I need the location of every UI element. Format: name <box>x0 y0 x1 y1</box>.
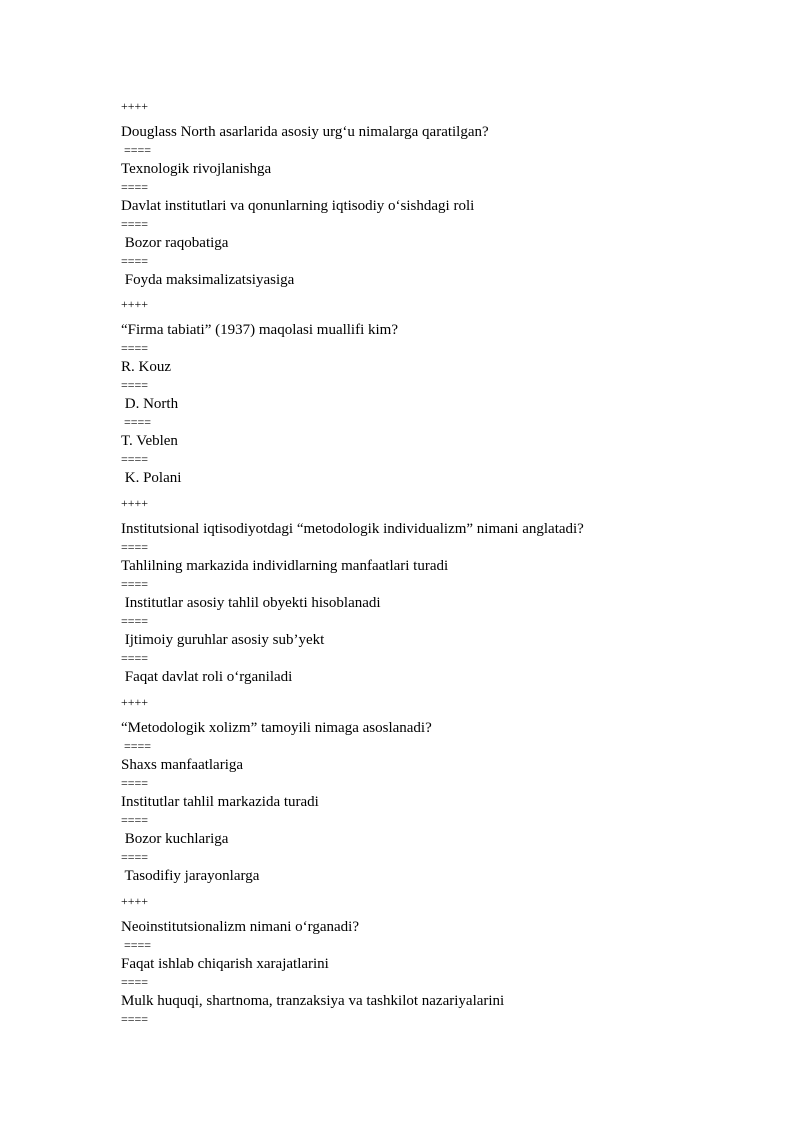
option-text: Foyda maksimalizatsiyasiga <box>121 272 295 288</box>
option-separator: ==== <box>121 739 152 753</box>
option-separator: ==== <box>121 577 149 591</box>
option-separator: ==== <box>121 614 149 628</box>
option-separator: ==== <box>121 452 149 466</box>
option-text: Institutlar tahlil markazida turadi <box>121 794 319 810</box>
question-text: “Metodologik xolizm” tamoyili nimaga asoslanadi? <box>121 720 432 736</box>
option-text: Tasodifiy jarayonlarga <box>121 868 260 884</box>
option-separator: ==== <box>121 651 149 665</box>
option-text: Mulk huquqi, shartnoma, tranzaksiya va tashkilot nazariyalarini <box>121 993 505 1009</box>
question-marker: ++++ <box>121 297 149 311</box>
question-marker: ++++ <box>121 695 149 709</box>
option-text: D. North <box>121 396 179 412</box>
option-text: Faqat davlat roli o‘rganiladi <box>121 669 293 685</box>
option-separator: ==== <box>121 850 149 864</box>
option-text: Faqat ishlab chiqarish xarajatlarini <box>121 956 329 972</box>
option-text: R. Kouz <box>121 359 171 375</box>
question-text: Neoinstitutsionalizm nimani o‘rganadi? <box>121 919 360 935</box>
question-marker: ++++ <box>121 496 149 510</box>
option-text: Ijtimoiy guruhlar asosiy sub’yekt <box>121 632 325 648</box>
option-separator: ==== <box>121 1012 149 1026</box>
option-text: Tahlilning markazida individlarning manfaatlari turadi <box>121 558 449 574</box>
option-text: Institutlar asosiy tahlil obyekti hisoblanadi <box>121 595 381 611</box>
option-separator: ==== <box>121 813 149 827</box>
option-text: Davlat institutlari va qonunlarning iqtisodiy o‘sishdagi roli <box>121 198 475 214</box>
option-separator: ==== <box>121 217 149 231</box>
option-text: K. Polani <box>121 470 182 486</box>
option-text: Bozor kuchlariga <box>121 831 229 847</box>
option-separator: ==== <box>121 975 149 989</box>
option-separator: ==== <box>121 254 149 268</box>
option-text: Shaxs manfaatlariga <box>121 757 244 773</box>
option-text: T. Veblen <box>121 433 178 449</box>
question-text: Institutsional iqtisodiyotdagi “metodologik individualizm” nimani anglatadi? <box>121 521 584 537</box>
option-separator: ==== <box>121 180 149 194</box>
option-text: Bozor raqobatiga <box>121 235 229 251</box>
option-separator: ==== <box>121 378 149 392</box>
option-separator: ==== <box>121 415 152 429</box>
question-marker: ++++ <box>121 894 149 908</box>
option-separator: ==== <box>121 540 149 554</box>
option-separator: ==== <box>121 938 152 952</box>
question-marker: ++++ <box>121 99 149 113</box>
question-text: “Firma tabiati” (1937) maqolasi muallifi kim? <box>121 322 399 338</box>
option-separator: ==== <box>121 143 152 157</box>
question-text: Douglass North asarlarida asosiy urg‘u nimalarga qaratilgan? <box>121 124 489 140</box>
option-text: Texnologik rivojlanishga <box>121 161 272 177</box>
option-separator: ==== <box>121 776 149 790</box>
option-separator: ==== <box>121 341 149 355</box>
